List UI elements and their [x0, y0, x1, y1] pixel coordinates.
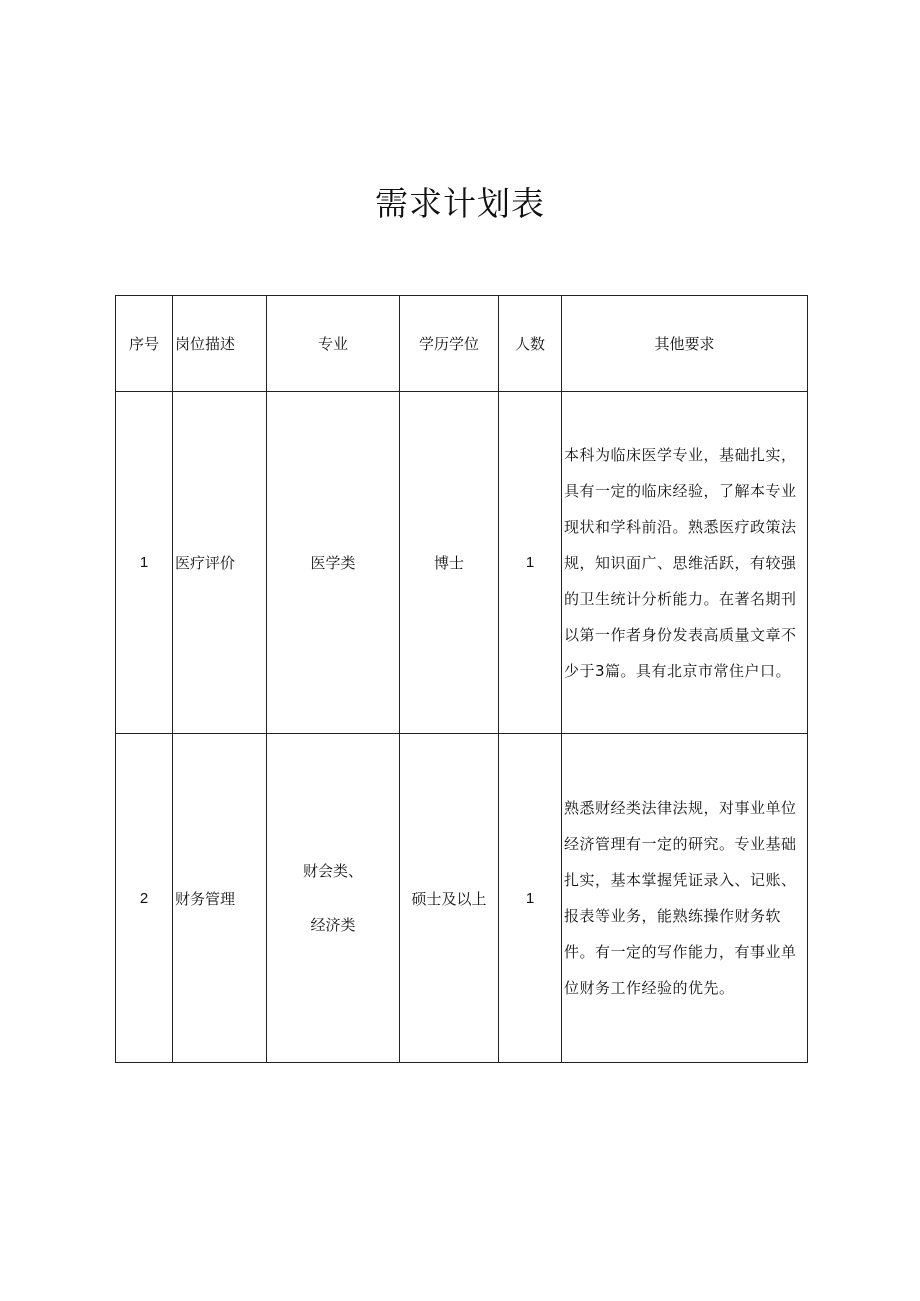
major-line: 财会类、 — [302, 862, 363, 880]
demand-plan-table — [115, 295, 808, 1063]
cell-requirements: 熟悉财经类法律法规，对事业单位经济管理有一定的研究。专业基础扎实，基本掌握凭证录入、记账、报表等业务，能熟练操作财务软件。有一定的写作能力，有事业单位财务工作经验的优先。 — [562, 734, 808, 1063]
header-degree: 学历学位 — [400, 296, 499, 392]
cell-index: 1 — [116, 392, 173, 734]
header-count: 人数 — [499, 296, 562, 392]
cell-count: 1 — [499, 734, 562, 1063]
table-row — [116, 392, 808, 734]
cell-major — [267, 734, 400, 1063]
cell-major — [267, 392, 400, 734]
header-position: 岗位描述 — [173, 296, 267, 392]
header-requirements: 其他要求 — [562, 296, 808, 392]
cell-degree: 硕士及以上 — [400, 734, 499, 1063]
page-title: 需求计划表 — [375, 184, 545, 223]
table-header-row — [116, 296, 808, 392]
header-major: 专业 — [267, 296, 400, 392]
cell-position: 医疗评价 — [173, 392, 267, 734]
cell-index: 2 — [116, 734, 173, 1063]
cell-requirements: 本科为临床医学专业，基础扎实，具有一定的临床经验，了解本专业现状和学科前沿。熟悉医疗政策法规，知识面广、思维活跃，有较强的卫生统计分析能力。在著名期刊以第一作者身份发表高质量文章不少于3篇。具有北京市常住户口。 — [562, 392, 808, 734]
cell-count: 1 — [499, 392, 562, 734]
major-line: 经济类 — [310, 916, 356, 934]
header-index: 序号 — [116, 296, 173, 392]
table-row — [116, 734, 808, 1063]
cell-position: 财务管理 — [173, 734, 267, 1063]
major-line: 医学类 — [310, 553, 356, 572]
cell-degree: 博士 — [400, 392, 499, 734]
